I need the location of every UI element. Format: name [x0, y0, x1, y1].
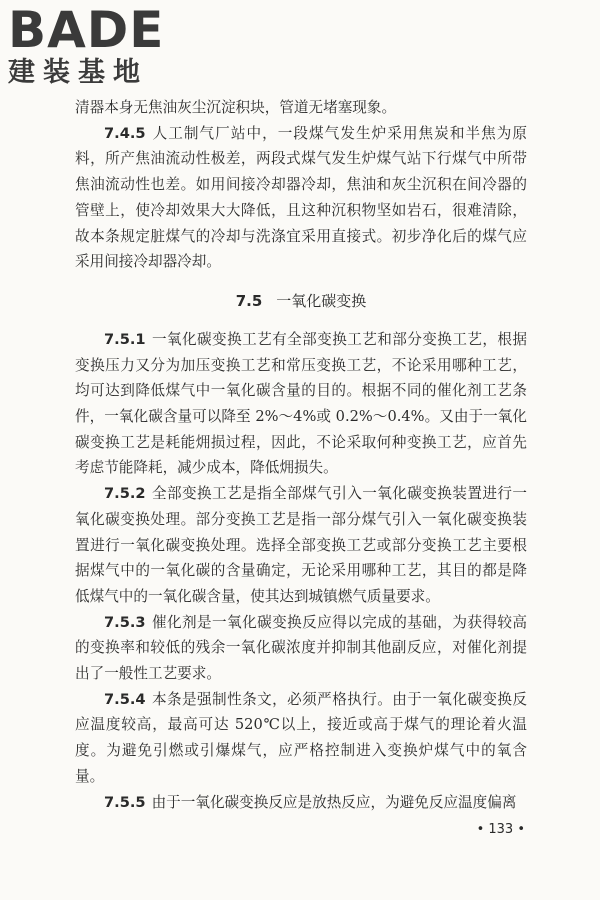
paragraph-continued	[75, 95, 527, 121]
clause-number: 7.5.5	[104, 793, 146, 811]
clause-number: 7.5.1	[104, 330, 146, 348]
paragraph-7-5-3	[75, 610, 527, 687]
paragraph-7-5-2	[75, 481, 527, 610]
logo	[8, 1, 178, 90]
paragraph-7-5-1	[75, 327, 527, 481]
clause-number: 7.5.3	[104, 613, 146, 631]
paragraph-7-4-5	[75, 121, 527, 275]
paragraph-text: 清器本身无焦油灰尘沉淀积块，管道无堵塞现象。	[75, 99, 397, 116]
clause-number: 7.5.4	[104, 690, 146, 708]
section-heading	[75, 289, 527, 313]
clause-number: 7.5.2	[104, 485, 146, 503]
page-content	[75, 95, 527, 815]
paragraph-text: 全部变换工艺是指全部煤气引入一氧化碳变换装置进行一氧化碳变换处理。部分变换工艺是指一部分煤气引入一氧化碳变换装置进行一氧化碳变换处理。选择全部变换工艺或部分变换工艺主要根据煤气中的一氧化碳的含量确定，无论采用哪种工艺，其目的都是降低煤气中的一氧化碳含量，使其达到城镇燃气质量要求。	[75, 485, 527, 605]
logo-subtitle: 建装基地	[8, 57, 148, 88]
paragraph-7-5-5	[75, 790, 527, 816]
section-title-text: 一氧化碳变换	[276, 291, 367, 310]
paragraph-text: 催化剂是一氧化碳变换反应得以完成的基础，为获得较高的变换率和较低的残余一氧化碳浓度并抑制其他副反应，对催化剂提出了一般性工艺要求。	[75, 613, 527, 683]
paragraph-text: 一氧化碳变换工艺有全部变换工艺和部分变换工艺，根据变换压力又分为加压变换工艺和常压变换工艺，不论采用哪种工艺，均可达到降低煤气中一氧化碳含量的目的。根据不同的催化剂工艺条件，一氧化碳含量可以降至 2%～4%或 0.2%～0.4%。又由于一氧化碳变换工艺是耗能㶲损过程，因此，不论采取何种变换工艺，应首先考虑节能降耗，减少成本，降低㶲损失。	[75, 330, 527, 477]
page-number: • 133 •	[476, 822, 525, 837]
paragraph-text: 本条是强制性条文，必须严格执行。由于一氧化碳变换反应温度较高，最高可达 520℃以上，接近或高于煤气的理论着火温度。为避免引燃或引爆煤气，应严格控制进入变换炉煤气中的氧含量。	[75, 690, 527, 785]
paragraph-text: 人工制气厂站中，一段煤气发生炉采用焦炭和半焦为原料，所产焦油流动性极差，两段式煤气发生炉煤气站下行煤气中所带焦油流动性也差。如用间接冷却器冷却，焦油和灰尘沉积在间冷器的管壁上，使冷却效果大大降低，且这种沉积物坚如岩石，很难清除，故本条规定脏煤气的冷却与洗涤宜采用直接式。初步净化后的煤气应采用间接冷却器冷却。	[75, 124, 527, 271]
paragraph-text: 由于一氧化碳变换反应是放热反应，为避免反应温度偏离	[151, 793, 517, 811]
clause-number: 7.4.5	[104, 124, 146, 142]
section-number: 7.5	[235, 291, 263, 310]
paragraph-7-5-4	[75, 687, 527, 790]
logo-word: BADE	[8, 1, 165, 59]
